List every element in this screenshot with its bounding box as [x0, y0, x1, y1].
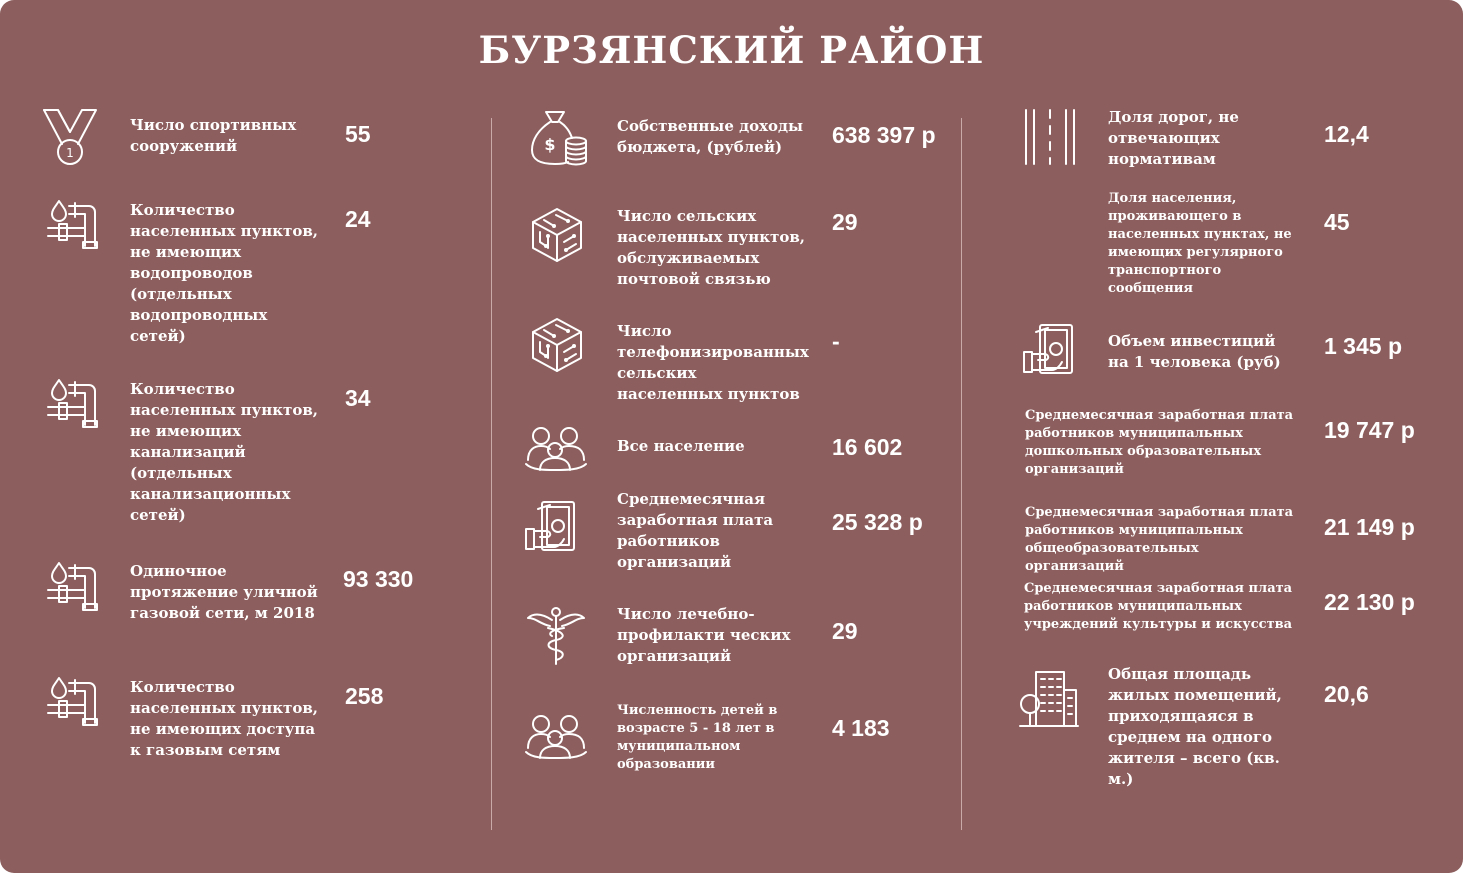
people-group-icon: [524, 426, 588, 472]
apartment-building-icon: [1018, 670, 1080, 728]
stat-value-gas-network-length: 93 330: [343, 566, 414, 592]
stat-label-preschool-salary: Среднемесячная заработная плата работников муниципальных дошкольных образовательных организаций: [1025, 408, 1294, 477]
stat-label-living-space: Общая площадь жилых помещений, приходящаяся в среднем на одного жителя – всего (кв. м.): [1108, 665, 1282, 788]
stat-label-telephone-service: Число телефонизированных сельских населенных пунктов: [617, 322, 809, 403]
stat-label-school-salary: Среднемесячная заработная плата работников муниципальных общеобразовательных организаций: [1025, 505, 1294, 574]
stat-label-investment-per-capita: Объем инвестиций на 1 человека (руб): [1108, 332, 1281, 371]
stat-value-no-water-supply: 24: [345, 206, 371, 232]
people-group-icon: [524, 714, 588, 760]
svg-text:$: $: [544, 135, 556, 154]
stat-value-budget-revenue: 638 397 р: [832, 122, 936, 148]
circuit-cube-icon: [530, 316, 584, 374]
stat-label-substandard-roads: Доля дорог, не отвечающих нормативам: [1108, 108, 1239, 168]
stat-value-substandard-roads: 12,4: [1324, 121, 1369, 147]
water-pipes-icon: [45, 198, 100, 250]
cash-in-hand-icon: [524, 499, 578, 553]
stat-value-average-salary: 25 328 р: [832, 509, 923, 535]
svg-text:1: 1: [66, 146, 74, 160]
stat-value-preschool-salary: 19 747 р: [1324, 417, 1415, 443]
stat-label-no-sewerage: Количество населенных пунктов, не имеющих канализаций (отдельных канализационных сетей): [130, 380, 318, 524]
column-divider-right: [961, 118, 962, 830]
water-pipes-icon: [45, 560, 100, 612]
stat-value-medical-organizations: 29: [832, 618, 858, 644]
stat-label-medical-organizations: Число лечебно-профилакти ческих организаций: [617, 605, 791, 665]
medal-icon: [40, 108, 100, 166]
road-icon: [1024, 108, 1076, 166]
stat-value-postal-service: 29: [832, 209, 858, 235]
stat-label-no-transport-population: Доля населения, проживающего в населенных пунктах, не имеющих регулярного транспортного сообщения: [1108, 191, 1292, 296]
water-pipes-icon: [45, 377, 100, 429]
column-divider-left: [491, 118, 492, 830]
stat-value-no-transport-population: 45: [1324, 209, 1350, 235]
money-bag-icon: [530, 108, 588, 166]
water-pipes-icon: [45, 675, 100, 727]
stat-label-average-salary: Среднемесячная заработная плата работников организаций: [617, 490, 774, 571]
stat-label-culture-salary: Среднемесячная заработная плата работников муниципальных учреждений культуры и искусства: [1024, 581, 1293, 632]
stat-value-school-salary: 21 149 р: [1324, 514, 1415, 540]
stat-value-no-sewerage: 34: [345, 385, 371, 411]
stat-value-telephone-service: -: [832, 328, 840, 354]
stat-value-culture-salary: 22 130 р: [1324, 589, 1415, 615]
stat-label-no-water-supply: Количество населенных пунктов, не имеющих водопроводов (отдельных водопроводных сетей): [130, 201, 318, 345]
stat-value-sports-facilities: 55: [345, 121, 371, 147]
stat-value-total-population: 16 602: [832, 434, 903, 460]
stat-value-investment-per-capita: 1 345 р: [1324, 333, 1402, 359]
stat-label-sports-facilities: Число спортивных сооружений: [130, 116, 297, 155]
stat-label-budget-revenue: Собственные доходы бюджета, (рублей): [617, 117, 804, 156]
stat-label-gas-network-length: Одиночное протяжение уличной газовой сети, м 2018: [130, 562, 318, 622]
stat-label-no-gas-access: Количество населенных пунктов, не имеющих доступа к газовым сетям: [130, 678, 318, 759]
stat-value-children-count: 4 183: [832, 715, 890, 741]
stat-label-children-count: Численность детей в возрасте 5 - 18 лет в муниципальном образовании: [617, 703, 778, 772]
cash-in-hand-icon: [1022, 322, 1076, 376]
stat-label-total-population: Все население: [617, 437, 745, 455]
caduceus-icon: [526, 606, 586, 666]
stat-value-no-gas-access: 258: [345, 683, 384, 709]
stat-value-living-space: 20,6: [1324, 681, 1369, 707]
stat-label-postal-service: Число сельских населенных пунктов, обслуживаемых почтовой связью: [617, 207, 805, 288]
page-title: БУРЗЯНСКИЙ РАЙОН: [478, 28, 985, 72]
circuit-cube-icon: [530, 206, 584, 264]
